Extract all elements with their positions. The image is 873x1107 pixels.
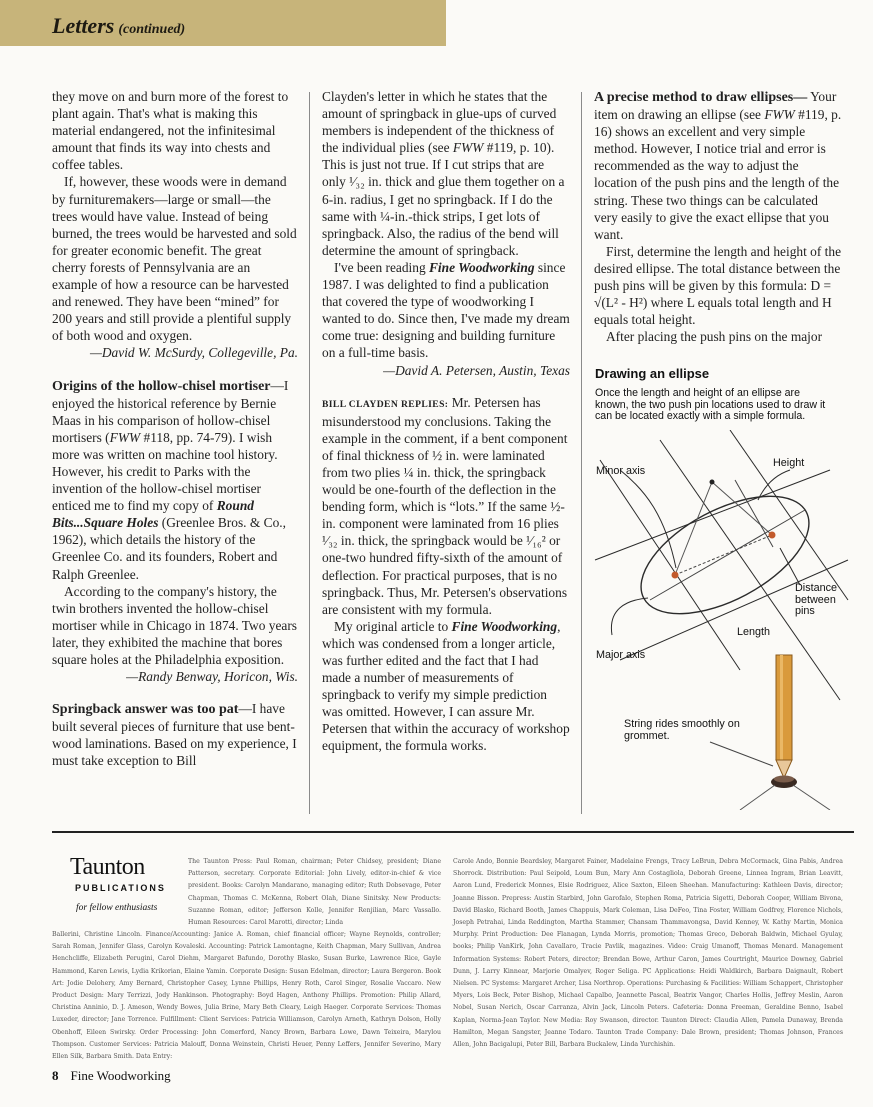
paragraph: According to the company's history, the twin brothers invented the hollow-chisel mortiser while in Chicago in 1874. Two years later, they exhibited the machine that bores square holes at the Philadelphia exposition. [52,583,298,667]
section-divider [52,831,854,833]
push-pin-icon [672,572,679,579]
paragraph: If, however, these woods were in demand by furnituremakers—large or small—the trees would have value. Instead of being burned, the trees would be harvested and sold for greater economic benefit. The great cherry forests of Pennsylvania are an example of how a resource can be harvested and renewed. They have been “mined” for 200 years and still provide a plentiful supply of both wood and oxygen. [52,174,297,344]
paragraph: BILL CLAYDEN REPLIES: Mr. Petersen has misunderstood my conclusions. Taking the example in the comment, if a bent component of final thickness of ½ in. were laminated from two plies ¼ in. thick, the springback would be one-fourth of the deflection in the bending form, which is “lots.” If the same ½-in. component were laminated from 16 plies ¹⁄₃₂ in. thick, the springback would be ¹⁄₁₆² or one-two hundred fifty-sixth of the amount of deflection. For practical purposes, that is no springback. Thus, Mr. Petersen's observations are consistent with my formula. [322,394,568,617]
ellipse-diagram [590,430,850,810]
push-pin-icon [769,532,776,539]
grid-line [730,430,848,600]
paragraph: Springback answer was too pat—I have built several pieces of furniture that use bent-wood laminations. Based on my experience, I must take exception to Bill [52,701,297,769]
taunton-logo: Taunton [70,854,145,880]
paragraph: I've been reading Fine Woodworking since 1987. I was delighted to find a publication that covered the type of woodworking I wanted to do. Since then, I've made my dream come true: designing and building furniture on a full-time basis. [322,259,570,361]
string-leader [710,742,773,766]
label-major-axis: Major axis [596,649,646,661]
letter-heading: Origins of the hollow-chisel mortiser [52,378,271,394]
page-number: 8 [52,1068,59,1083]
paragraph: they move on and burn more of the forest to plant again. That's what is making this material endangered, not the infinitesimal amount that finds its way into chests and coffee tables. [52,89,289,173]
letter-heading: A precise method to draw ellipses— [594,90,808,105]
string-line [675,482,772,575]
major-axis-leader [611,598,648,635]
magazine-name: Fine Woodworking [70,1068,171,1083]
label-height: Height [773,457,805,469]
colophon-block: Carole Ando, Bonnie Beardsley, Margaret Fainer, Madelaine Frengs, Tracy LeBrun, Debra McCormack, Gina Pabis, Andrea Shorrock. Distribution: Paul Seipold, Loum Bun, Mary Ann Costagliola, Deborah Greene, Linnea Ingram, Brian Leavitt, Aaron Lund, Frederick Monnes, Elsie Rodriguez, Alice Saxton, Eileen Sheehan. Manufacturing: Kathleen Davis, director; Joanne Bisson. Prepress: Austin Starbird, John Garofalo, Stephen Roma, Patricia Sigetti, Deborah Cooper, William Bivona, David Blasko, Richard Booth, James Chappuis, Mark Coleman, Lisa DeFeo, Tina Foster, William Godfrey, Florence Nichols, Joseph Petrahai, Linda Reddington, Martha Stammer, Chansam Thammavongsa, David Kenney, W. Kathy Martin, Monica Murphy. Print Production: Dee Flanagan, Lynda Morris, promotion; Thomas Greco, Deborah Baldwin, Michael Gyulay, books; Philip VanKirk, John Cavallaro, Tracie Pavlik, magazines. Video: Craig Umanoff, Thomas Menard. Management Information Systems: Robert Peters, director; Brendan Bowe, Arthur Caron, James Courtright, Maurice Downey, Gabriel Dunn, J. Larry Kinnear, Marjorie Omalyev, Roger Seliga. PC Applications: Heidi Waldkirch, Barbara Daignault, Robert Nielsen. PC Systems: Margaret Archer, Lisa Northrop. Operations: Purchasing & Facilities: William Schappert, Christopher Myers, Lois Beck, Peter Bishop, Michael Capalbo, Jeannette Pascal, Beatrix Vangor, Charles Hollis, Jeffrey Meslin, Aaron Nobel, Susan Nerich, Oscar Carranza, Alvin Jack, Lincoln Peters. Cafeteria: Donna Freeman, Geraldine Benno, Isabel Kaplan, Norma-Jean Taylor. New Media: Roy Swanson, director. Taunton Direct: Claudia Allen, Pamela Dunaway, Brenda Hamilton, Megan Sangster, Jeanne Todaro. Taunton Trade Company: Dale Brown, president; Thomas Johnson, Frances Allen, John Bacigalupi, Peter Bill, Barbara Buckalew, Linda Yurchishin. [453,858,843,1049]
article-column-1 [52,88,298,770]
colophon-block: The Taunton Press: Paul Roman, chairman; Peter Chidsey, president; Diane Patterson, secretary. Corporate Editorial: John Lively, editor-in-chief & vice president. Books: Carolyn Mandarano, managing editor; Ruth Dobsevage, Peter Chapman, Thomas C. McKenna, Robert Olah, Diane Sinitsky. New Products: Suzanne Roman, editor; Jefferson Kolle, Jennifer Renjilian, Marc Vassallo. Human Resources: Carol Marotti, director; Linda [188,858,441,927]
pencil-point-icon [710,480,715,485]
paragraph: My original article to Fine Woodworking, which was condensed from a longer article, was further edited and the fact that I had made a number of measurements of springback to verify my simple prediction was omitted. However, I can assure Mr. Petersen that within the accuracy of workshop equipment, the formula works. [322,618,570,754]
paragraph: A precise method to draw ellipses— Your item on drawing an ellipse (see FWW #119, p. 16) shows an excellent and very simple method. However, I notice trial and error is recommended as the way to adjust the location of the push pins and the length of the string. These two things can be calculated very easily to give the exact ellipse that you want. [594,89,842,242]
paragraph: After placing the push pins on the major [606,329,823,345]
section-title: Letters (continued) [52,13,186,38]
reply-lead: BILL CLAYDEN REPLIES: [322,398,449,410]
height-dimension [735,480,773,547]
figure-caption: Once the length and height of an ellipse are known, the two push pin locations used to draw it can be located exactly with a simple formula. [595,387,826,423]
label-distance-between-pins: Distance between pins [795,582,838,618]
pin-distance-line [675,535,772,575]
label-minor-axis: Minor axis [596,465,646,477]
column-divider [309,92,310,814]
paragraph: Origins of the hollow-chisel mortiser—I enjoyed the historical reference by Bernie Maas in his comparison of hollow-chisel mortisers (FWW #118, pp. 74-79). I wish more was written on machine tool history. However, his credit to Parks with the invention of the hollow-chisel mortiser enticed me to find my copy of Round Bits...Square Holes (Greenlee Bros. & Co., 1962), which details the history of the Greenlee Co. and its founders, Robert and Ralph Greenlee. [52,377,289,582]
letter-heading: Springback answer was too pat [52,702,239,718]
article-column-2 [322,88,570,755]
paragraph: Clayden's letter in which he states that the amount of springback in glue-ups of curved members is independent of the thickness of the individual plies (see FWW #119, p. 10). This is just not true. If I cut strips that are only ¹⁄₃₂ in. thick and glue them together on a 6-in. radius, I get no springback. If I do the same with ¼-in.-thick strips, I get lots of springback. Also, the radius of the bend will determine the amount of springback. [322,89,565,258]
letter-signature: —David A. Petersen, Austin, Texas [383,362,570,378]
page-footer [52,1068,171,1084]
letter-signature: —Randy Benway, Horicon, Wis. [126,669,298,685]
label-length: Length [737,626,771,638]
figure-title: Drawing an ellipse [595,366,710,381]
taunton-logo-sub: PUBLICATIONS [75,883,166,893]
colophon-block: Ballerini, Christine Lincoln. Finance/Accounting: Janice A. Roman, chief financial officer; Wayne Reynolds, controller; Sarah Roman, Jennifer Glass, Carolyn Kovaleski. Accounting: Patrick Lamontagne, Keith Chapman, Mary Sullivan, Andrea Henchcliffe, Elizabeth Perugini, Carol Diehm, Margaret Bafundo, Dorothy Blasko, Susan Burke, Lawrence Rice, Gayle Hammond, Karen Lewis, Lydia Krikorian, Elaine Yamin. Corporate Design: Susan Edelman, director; Laura Bergeron. Book Art: Jodie Delohery, Amy Bernard, Christopher Casey, Lynne Phillips, Henry Roth, Carol Singer, Rosalie Vaccaro. New Product Design: Mary Terrizzi, Jody Hankinson. Photography: Boyd Hagen, Anthony Phillips. Promotion: Philip Allard, Christina Anninio, D. J. Ameson, Wendy Bowes, Julia Brine, Mary Beth Cleary, Leigh Haeger. Corporate Services: Thomas Luxeder, director; Jane Torrence. Fulfillment: Client Services: Patricia Williamson, Carolyn Arneth, Kathryn Dolson, Holly Obenhoff, Eileen Swirsky. Order Processing: John Comerford, Nancy Brown, Barbara Lowe, Dawn Teixeira, Marylou Thompson. Customer Services: Patricia Malouff, Donna Weinstein, Christi Heuer, Penny Leffers, Jennifer Severino, Mary Ellen Silk, Barbara Smith. Data Entry: [52,931,441,1061]
taunton-tagline: for fellow enthusiasts [76,903,158,913]
label-string-grommet: String rides smoothly on grommet. [624,718,740,742]
article-column-3 [594,88,842,345]
paragraph: First, determine the length and height of the desired ellipse. The total distance between the push pins will be given by this formula: D = √(L² - H²) where L equals total length and H equals total height. [594,243,842,328]
column-divider [581,92,582,814]
minor-axis-leader [620,470,676,568]
letter-signature: —David W. McSurdy, Collegeville, Pa. [89,345,298,361]
